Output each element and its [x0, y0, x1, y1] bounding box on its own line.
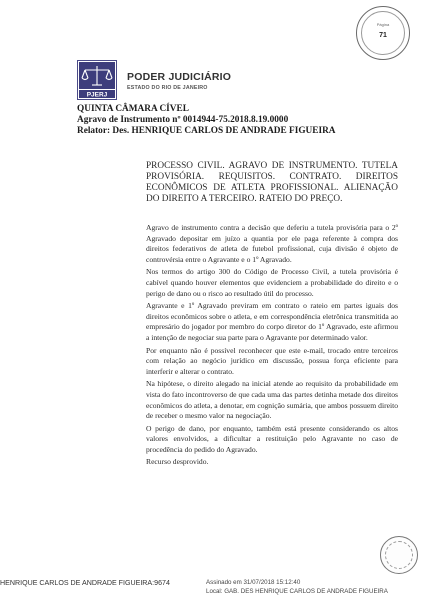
page-label: Página [376, 22, 390, 27]
signer-name: HENRIQUE CARLOS DE ANDRADE FIGUEIRA:9674 [0, 579, 170, 587]
ementa-text: PROCESSO CIVIL. AGRAVO DE INSTRUMENTO. TUTELA PROVISÓRIA. REQUISITOS. CONTRATO. DIREITOS ECONÔMICOS DE ATLETA PROFISSIONAL. ALIENAÇÃO DO DIREITO A TERCEIRO. RATEIO DO PREÇO. [146, 161, 398, 204]
signature-date: Assinado em 31/07/2018 15:12:40 [206, 579, 301, 586]
court-name: PODER JUDICIÁRIO [127, 71, 232, 83]
signature-local: Local: GAB. DES HENRIQUE CARLOS DE ANDRADE FIGUEIRA [206, 588, 388, 595]
paragraph: Agravante e 1º Agravado previram em contrato o rateio em partes iguais dos direitos econômicos sobre o atleta, e em correspondência eletrônica transmitida ao empresário do jogador por membro do corpo diretor do 1º Agravado, este afirmou a intenção de negociar sua parte para o Agravante por determinado valor. [146, 301, 398, 342]
paragraph: Por enquanto não é possível reconhecer que este e-mail, trocado entre terceiros com relação ao negócio jurídico em discussão, possua força eficiente para interferir e alterar o contrato. [146, 345, 398, 376]
page-number: 71 [379, 32, 387, 39]
ementa-body [146, 223, 398, 470]
paragraph: Na hipótese, o direito alegado na inicial atende ao requisito da probabilidade em vista do fato incontroverso de que cada uma das partes detinha metade dos direitos econômicos do atleta, a denotar, em cognição sumária, que ambos possuem direito de receber o mesmo valor na negociação. [146, 379, 398, 421]
ementa-block [146, 161, 398, 205]
pjerj-logo [77, 60, 117, 100]
logo-text: PJERJ [86, 91, 108, 99]
relator-line: Relator: Des. HENRIQUE CARLOS DE ANDRADE FIGUEIRA [77, 126, 336, 136]
court-state: ESTADO DO RIO DE JANEIRO [127, 85, 208, 91]
paragraph: Agravo de instrumento contra a decisão que deferiu a tutela provisória para o 2º Agravado depositar em juízo a quantia por ele paga referente à compra dos direitos federativos de atleta de futebol profissional, cuja divisão é objeto de controvérsia entre o Agravante e o 1º Agravado. [146, 223, 398, 264]
case-number: Agravo de Instrumento nº 0014944-75.2018.8.19.0000 [77, 115, 289, 125]
paragraph: Recurso desprovido. [146, 457, 209, 467]
chamber-title: QUINTA CÂMARA CÍVEL [77, 104, 189, 114]
paragraph: O perigo de dano, por enquanto, também está presente considerando os altos valores envolvidos, a dificultar a restituição pelo Agravante no caso de procedência do pedido do Agravado. [146, 423, 398, 454]
paragraph: Nos termos do artigo 300 do Código de Processo Civil, a tutela provisória é cabível quando houver elementos que evidenciem a probabilidade do direito e o perigo de dano ou o risco ao resultado útil do processo. [146, 267, 398, 298]
page-number-seal [356, 6, 410, 60]
court-seal [380, 536, 418, 574]
